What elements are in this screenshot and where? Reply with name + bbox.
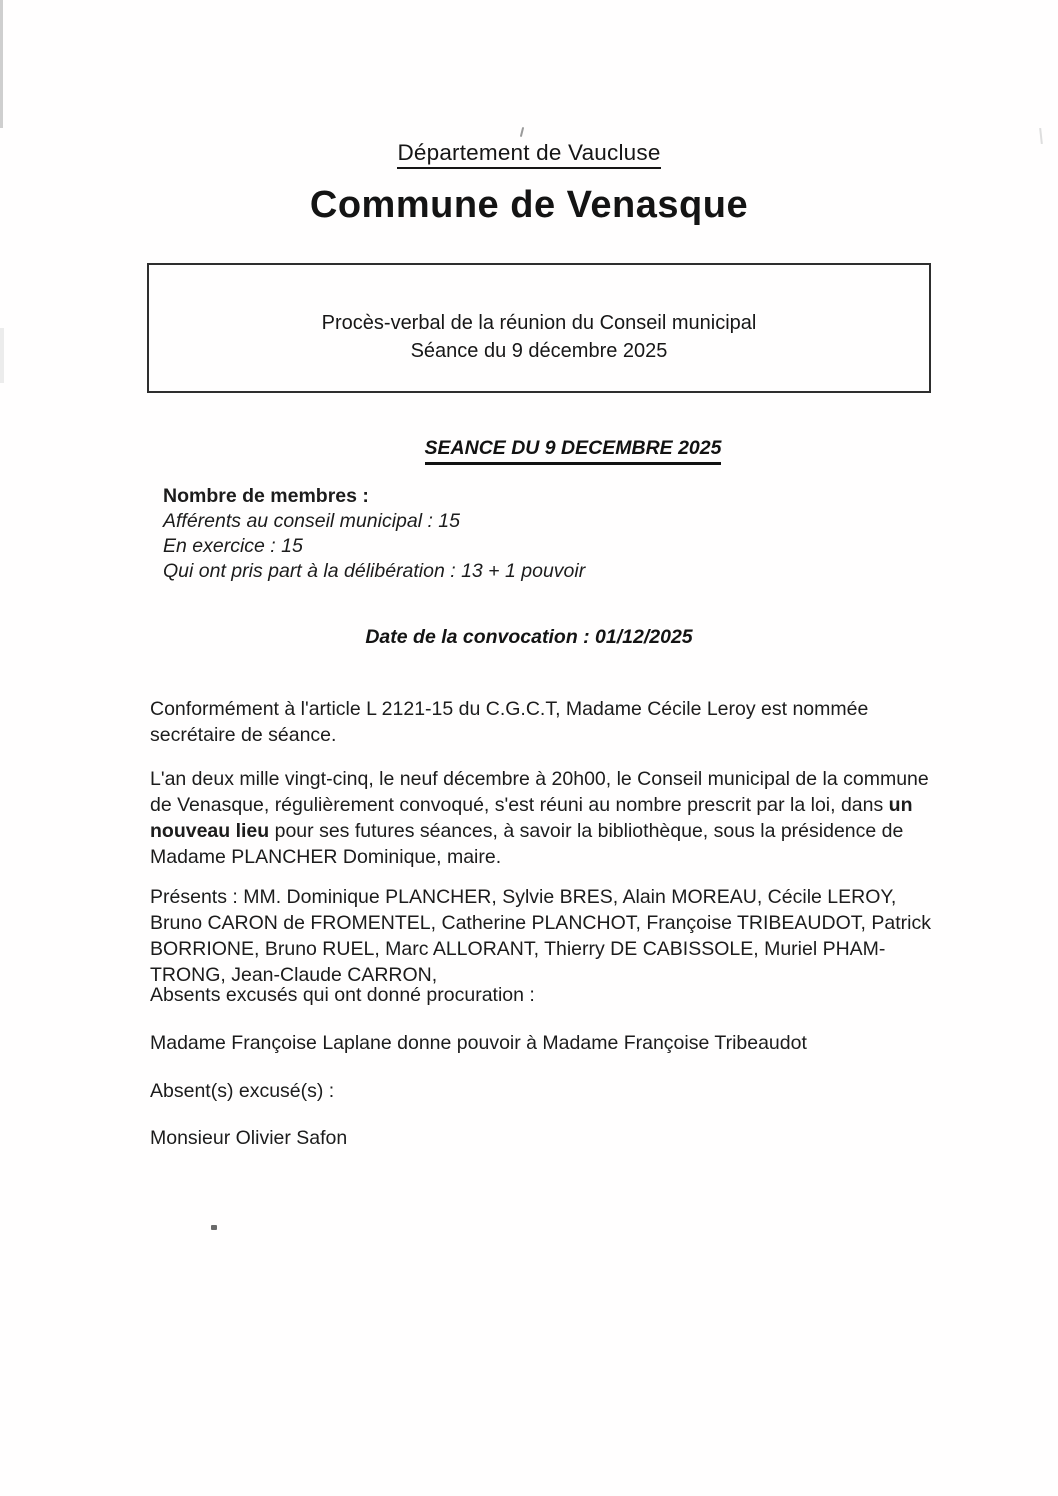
proces-verbal-box-text — [149, 309, 929, 365]
line-procuration: Madame Françoise Laplane donne pouvoir à Madame Françoise Tribeaudot — [150, 1032, 807, 1054]
session-heading — [0, 437, 1058, 465]
paragraph-secretaire: Conformément à l'article L 2121-15 du C.G.C.T, Madame Cécile Leroy est nommée secrétaire de séance. — [150, 698, 869, 746]
members-afferents: Afférents au conseil municipal : 15 — [163, 510, 460, 532]
proces-verbal-box — [147, 263, 931, 393]
members-title: Nombre de membres : — [163, 485, 369, 507]
paragraph-seance-ouverture — [150, 766, 932, 870]
label-absents-procuration: Absents excusés qui ont donné procuration : — [150, 984, 535, 1006]
members-block — [163, 484, 585, 584]
department-header — [0, 140, 1058, 169]
scan-artifact-edge-strip — [0, 0, 3, 128]
members-deliberation: Qui ont pris part à la délibération : 13 + 1 pouvoir — [163, 560, 586, 582]
scan-artifact-edge-blob — [0, 328, 4, 383]
scan-artifact-speck — [211, 1225, 217, 1230]
line-absent-name: Monsieur Olivier Safon — [150, 1127, 348, 1149]
proces-verbal-line1: Procès-verbal de la réunion du Conseil municipal — [321, 312, 757, 334]
paragraph-seance-bold-nouveau-lieu: un nouveau lieu — [150, 794, 913, 842]
commune-title: Commune de Venasque — [309, 184, 749, 226]
paragraph-seance-part2: pour ses futures séances, à savoir la bibliothèque, sous la présidence de Madame PLANCHER Dominique, maire. — [150, 820, 904, 868]
convocation-date: Date de la convocation : 01/12/2025 — [365, 626, 693, 648]
proces-verbal-line2: Séance du 9 décembre 2025 — [410, 340, 668, 362]
paragraph-presents: Présents : MM. Dominique PLANCHER, Sylvie BRES, Alain MOREAU, Cécile LEROY, Bruno CARON de FROMENTEL, Catherine PLANCHOT, Françoise TRIBEAUDOT, Patrick BORRIONE, Bruno RUEL, Marc ALLORANT, Thierry DE CABISSOLE, Muriel PHAM-TRONG, Jean-Claude CARRON, — [150, 886, 931, 986]
paragraph-seance-part1: L'an deux mille vingt-cinq, le neuf décembre à 20h00, le Conseil municipal de la commune de Venasque, régulièrement convoqué, s'est réuni au nombre prescrit par la loi, dans — [150, 768, 929, 816]
department-header-text: Département de Vaucluse — [397, 140, 660, 169]
members-en-exercice: En exercice : 15 — [163, 535, 303, 557]
label-absents-excuses: Absent(s) excusé(s) : — [150, 1080, 335, 1102]
scan-artifact-tick — [520, 127, 524, 137]
session-heading-text: SEANCE DU 9 DECEMBRE 2025 — [425, 437, 722, 465]
